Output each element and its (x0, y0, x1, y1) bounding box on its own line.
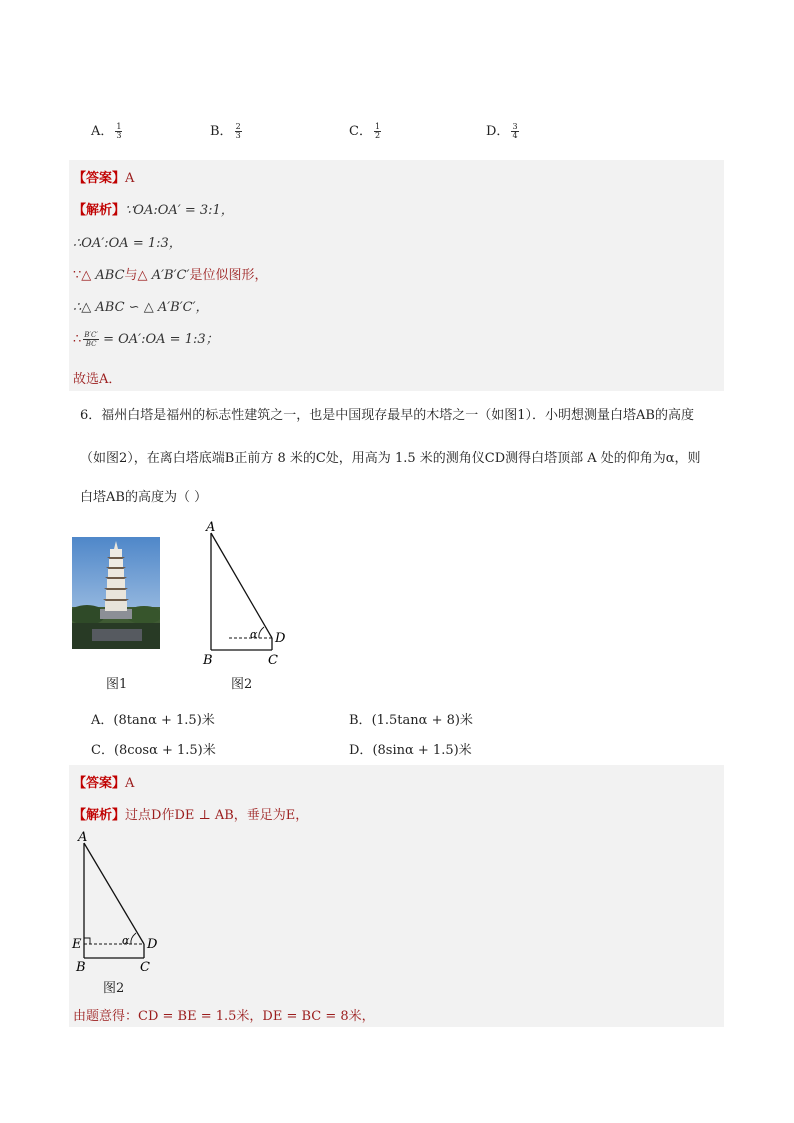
analysis-text: ∴OA′:OA = 1:3， (73, 236, 182, 251)
label-d: D (275, 631, 286, 646)
option-text: (1.5tanα + 8)米 (371, 713, 473, 728)
option-letter: D． (349, 743, 373, 758)
answer-line (73, 167, 134, 186)
analysis-line-5 (73, 328, 219, 348)
q6-option-b (349, 709, 473, 728)
label-a: A (206, 520, 216, 535)
question-6-line-2: （如图2），在离白塔底端B正前方 8 米的C处，用高为 1.5 米的测角仪CD测得白塔顶部 A 处的仰角为α，则 (80, 451, 701, 466)
label-a: A (78, 830, 88, 845)
option-letter: C． (349, 124, 372, 139)
fig1-caption: 图1 (106, 677, 128, 692)
option-text: (8cosα + 1.5)米 (113, 743, 216, 758)
option-b (210, 120, 242, 140)
pagoda-photo (72, 537, 160, 649)
question-6-line-1: 6．福州白塔是福州的标志性建筑之一，也是中国现存最早的木塔之一（如图1）．小明想测量白塔AB的高度 (80, 408, 694, 423)
fraction (83, 331, 99, 348)
analysis-tag: 【解析】 (73, 203, 126, 218)
option-letter: D． (486, 124, 510, 139)
fig2-caption: 图2 (231, 677, 253, 692)
analysis-line-1 (73, 804, 308, 823)
analysis-text: ∵OA:OA′ = 3:1， (125, 203, 234, 218)
analysis-text: 由题意得：CD = BE = 1.5米，DE = BC = 8米， (73, 1009, 375, 1024)
option-text: (8tanα + 1.5)米 (113, 713, 215, 728)
option-letter: C． (91, 743, 114, 758)
fraction (115, 123, 122, 140)
answer-value: A (125, 171, 135, 186)
label-alpha: α (250, 628, 258, 641)
analysis-tag: 【解析】 (73, 808, 126, 823)
option-d (486, 120, 519, 140)
text: 与△ (124, 268, 152, 283)
math: ABC (95, 268, 125, 283)
text: 是位似图形， (189, 268, 268, 283)
label-c: C (140, 960, 150, 974)
option-letter: A． (91, 713, 114, 728)
analysis-line-2 (73, 1005, 375, 1024)
math: A′B′C′ (151, 268, 190, 283)
answer-line (73, 772, 134, 791)
numerator: 1 (374, 122, 381, 131)
option-letter: B． (210, 124, 233, 139)
fraction (374, 123, 381, 140)
option-c (349, 120, 381, 140)
denominator: 2 (374, 131, 381, 140)
figure-2-diagram (195, 516, 295, 671)
analysis-line-2 (73, 232, 182, 251)
solution-figure (66, 826, 166, 974)
analysis-text: ∴△ ABC ∽ △ A′B′C′， (73, 300, 209, 315)
denominator: 3 (116, 131, 122, 140)
denominator: 3 (235, 131, 241, 140)
solution-figure-caption: 图2 (103, 981, 125, 996)
question-6-line-3: 白塔AB的高度为（ ） (80, 490, 208, 505)
analysis-line-3 (73, 264, 267, 283)
numerator: 3 (512, 122, 518, 131)
q6-option-a (91, 709, 215, 728)
option-text: (8sinα + 1.5)米 (372, 743, 472, 758)
numerator: B′C′ (84, 331, 98, 339)
analysis-line-6 (73, 368, 121, 387)
answer-value: A (125, 776, 135, 791)
denominator: 4 (512, 131, 518, 140)
analysis-text: = OA′:OA = 1:3； (98, 332, 219, 347)
label-d: D (147, 937, 158, 952)
option-a (91, 120, 122, 140)
q6-option-d (349, 739, 472, 758)
option-letter: A． (91, 124, 114, 139)
therefore-symbol: ∴ (73, 332, 82, 347)
text: ∵△ (73, 268, 96, 283)
analysis-line-4 (73, 296, 209, 315)
analysis-text: 故选A． (73, 372, 122, 387)
analysis-line-1 (73, 199, 234, 218)
numerator: 2 (235, 122, 241, 131)
fraction (235, 123, 242, 140)
answer-tag: 【答案】 (73, 776, 126, 791)
q6-option-c (91, 739, 216, 758)
denominator: BC (85, 340, 97, 348)
label-b: B (203, 653, 213, 668)
analysis-text: 过点D作DE ⊥ AB，垂足为E， (125, 808, 309, 823)
label-b: B (76, 960, 86, 974)
label-e: E (72, 937, 82, 952)
answer-tag: 【答案】 (73, 171, 126, 186)
option-letter: B． (349, 713, 372, 728)
fraction (511, 123, 518, 140)
label-alpha: α (122, 934, 130, 947)
numerator: 1 (116, 122, 122, 131)
label-c: C (268, 653, 278, 668)
